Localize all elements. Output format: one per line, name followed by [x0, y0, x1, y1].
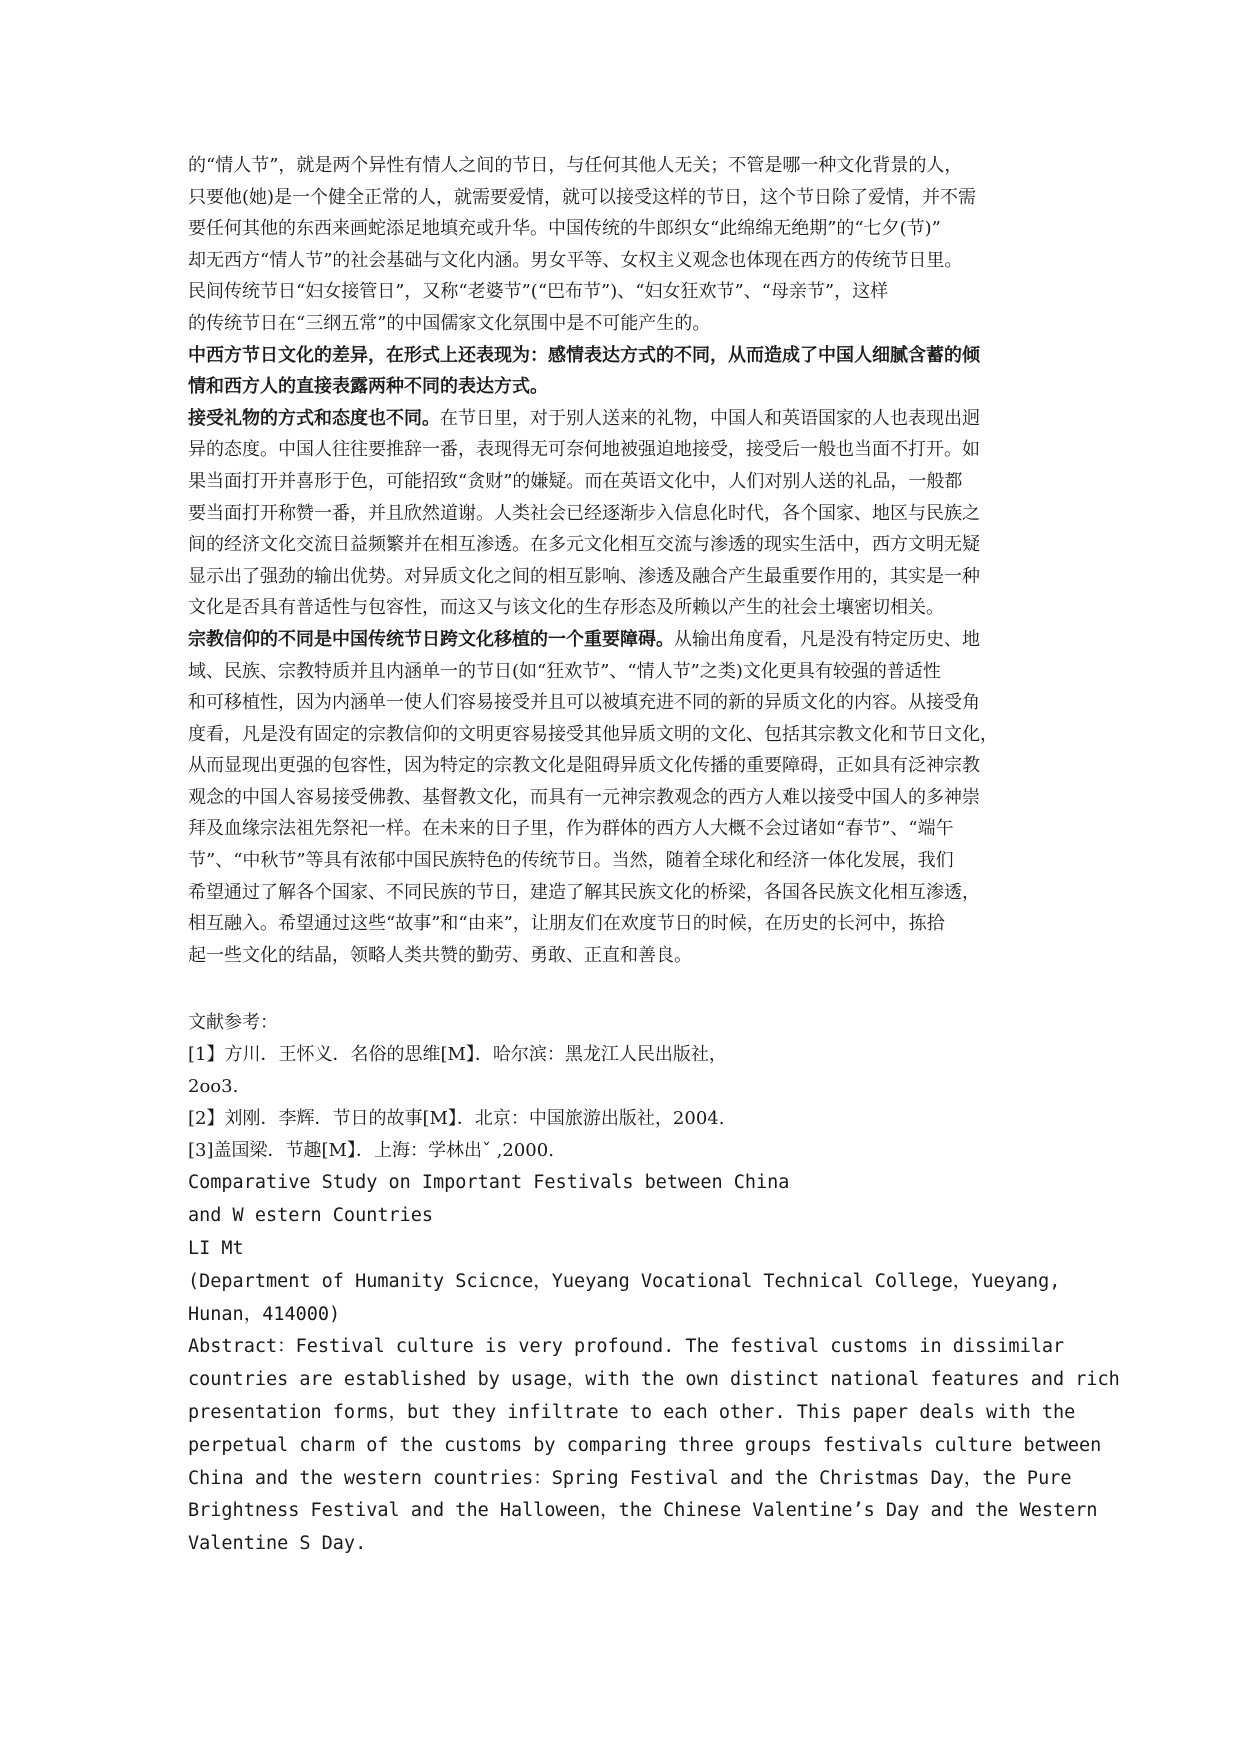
text-line [188, 403, 1108, 435]
english-author: LI Mt [188, 1238, 244, 1260]
text-line: 域、民族、宗教特质并且内涵单一的节日(如“狂欢节”、“情人节”之类)文化更具有较强的普适性 [188, 660, 941, 682]
references-section [188, 1007, 1108, 1167]
paragraph-gifts [188, 403, 1108, 624]
text-line: 却无西方“情人节”的社会基础与文化内涵。男女平等、女权主义观念也体现在西方的传统节日里。 [188, 249, 963, 271]
english-title-line: and W estern Countries [188, 1205, 434, 1227]
reference-item: [1】方川．王怀义．名俗的思维[M】．哈尔滨：黑龙江人民出版社， [188, 1044, 727, 1066]
reference-item: 2oo3. [188, 1076, 239, 1098]
english-affiliation-line: (Department of Humanity Scicnce，Yueyang Vocational Technical College，Yueyang, [188, 1270, 1061, 1292]
text-line [188, 624, 1108, 656]
text-line: 显示出了强劲的输出优势。对异质文化之间的相互影响、渗透及融合产生最重要作用的，其实是一种 [188, 565, 980, 587]
paragraph-valentines [188, 150, 1108, 340]
text-line: 和可移植性，因为内涵单一使人们容易接受并且可以被填充进不同的新的异质文化的内容。从接受角 [188, 692, 980, 714]
abstract-line: presentation forms，but they infiltrate to each other. This paper deals with the [188, 1402, 1076, 1424]
english-abstract-section [188, 1167, 1120, 1561]
english-title-line: Comparative Study on Important Festivals between China [188, 1172, 790, 1194]
text-line: 中西方节日文化的差异，在形式上还表现为：感情表达方式的不同，从而造成了中国人细腻含蓄的倾 [188, 344, 980, 366]
abstract-line: Valentine S Day. [188, 1533, 367, 1555]
paragraph-lead-bold: 宗教信仰的不同是中国传统节日跨文化移植的一个重要障碍。 [188, 628, 674, 650]
text-line: 的“情人节”，就是两个异性有情人之间的节日，与任何其他人无关；不管是哪一种文化背景的人， [188, 155, 963, 176]
paragraph-religion [188, 624, 1108, 972]
text-line: 的传统节日在“三纲五常”的中国儒家文化氛围中是不可能产生的。 [188, 312, 711, 334]
abstract-line: perpetual charm of the customs by comparing three groups festivals culture between [188, 1434, 1102, 1456]
paragraph-lead-bold: 接受礼物的方式和态度也不同。 [188, 407, 440, 429]
paragraph-lead-rest: 从输出角度看，凡是没有特定历史、地 [674, 628, 980, 650]
abstract-line: Brightness Festival and the Halloween，the Chinese Valentine’s Day and the Western [188, 1500, 1098, 1522]
text-line: 异的态度。中国人往往要推辞一番，表现得无可奈何地被强迫地接受，接受后一般也当面不打开。如 [188, 439, 980, 461]
reference-item: [3]盖国梁．节趣[M】．上海：学林出ˇ ,2000. [188, 1140, 554, 1162]
reference-item: [2】刘刚．李辉．节日的故事[M】．北京：中国旅游出版社，2004. [188, 1108, 725, 1130]
text-line: 只要他(她)是一个健全正常的人，就需要爱情，就可以接受这样的节日，这个节日除了爱情，并不需 [188, 186, 977, 208]
document-page [188, 150, 1120, 1561]
text-line: 要任何其他的东西来画蛇添足地填充或升华。中国传统的牛郎织女“此绵绵无绝期”的“七夕(节)” [188, 218, 941, 240]
references-heading: 文献参考： [188, 1012, 278, 1034]
text-line: 希望通过了解各个国家、不同民族的节日，建造了解其民族文化的桥梁，各国各民族文化相互渗透， [188, 881, 980, 903]
text-line: 节”、“中秋节”等具有浓郁中国民族特色的传统节日。当然，随着全球化和经济一体化发展，我们 [188, 850, 954, 872]
text-line: 相互融入。希望通过这些“故事”和“由来”，让朋友们在欢度节日的时候，在历史的长河中，拣拾 [188, 913, 945, 935]
text-line: 度看，凡是没有固定的宗教信仰的文明更容易接受其他异质文明的文化、包括其宗教文化和节日文化， [188, 723, 998, 745]
text-line: 文化是否具有普适性与包容性，而这又与该文化的生存形态及所赖以产生的社会土壤密切相关。 [188, 597, 944, 619]
text-line: 要当面打开称赞一番，并且欣然道谢。人类社会已经逐渐步入信息化时代，各个国家、地区与民族之 [188, 502, 980, 524]
bold-heading-emotion-expression [188, 340, 1108, 403]
abstract-line: countries are established by usage，with the own distinct national features and rich [188, 1369, 1120, 1391]
abstract-line: Abstract：Festival culture is very profound. The festival customs in dissimilar [188, 1336, 1065, 1358]
text-line: 果当面打开并喜形于色，可能招致“贪财”的嫌疑。而在英语文化中，人们对别人送的礼品，一般都 [188, 470, 963, 492]
section-spacer [188, 971, 1108, 1007]
english-affiliation-line: Hunan，414000) [188, 1303, 341, 1325]
text-line: 民间传统节日“妇女接管日”，又称“老婆节”(“巴布节”)、“妇女狂欢节”、“母亲节”，这样 [188, 281, 889, 303]
text-line: 起一些文化的结晶，领略人类共赞的勤劳、勇敢、正直和善良。 [188, 944, 692, 966]
text-line: 从而显现出更强的包容性，因为特定的宗教文化是阻碍异质文化传播的重要障碍，正如具有泛神宗教 [188, 755, 980, 777]
text-line: 观念的中国人容易接受佛教、基督教文化，而具有一元神宗教观念的西方人难以接受中国人的多神崇 [188, 786, 980, 808]
text-line: 间的经济文化交流日益频繁并在相互渗透。在多元文化相互交流与渗透的现实生活中，西方文明无疑 [188, 534, 980, 556]
text-line: 拜及血缘宗法祖先祭祀一样。在未来的日子里，作为群体的西方人大概不会过诸如“春节”、“端午 [188, 818, 954, 840]
paragraph-lead-rest: 在节日里，对于别人送来的礼物，中国人和英语国家的人也表现出迥 [440, 407, 980, 429]
text-line: 情和西方人的直接表露两种不同的表达方式。 [188, 376, 548, 398]
abstract-line: China and the western countries：Spring Festival and the Christmas Day，the Pure [188, 1467, 1072, 1489]
